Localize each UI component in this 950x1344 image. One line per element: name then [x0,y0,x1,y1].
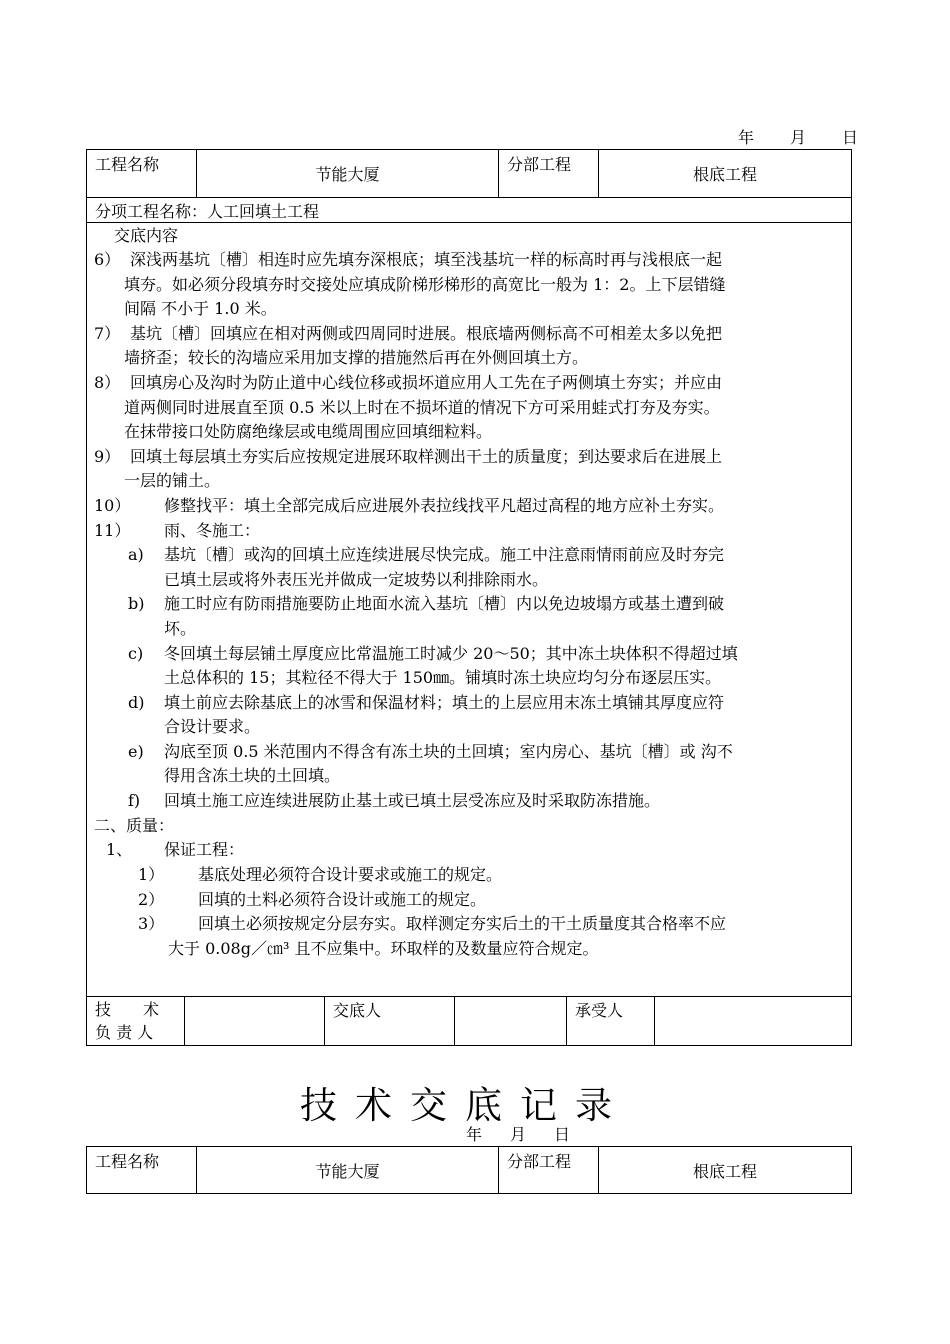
content-item-text: 回填土每层填土夯实后应按规定进展环取样测出干土的质量度；到达要求后在进展上 [130,446,723,466]
sub-item [86,592,851,641]
page-title: 技术交底记录 [300,1084,630,1127]
sub-item-text: 基坑〔槽〕或沟的回填土应连续进展尽快完成。施工中注意雨情雨前应及时夯完 [164,545,725,565]
sub-item-text: 土总体积的 15；其粒径不得大于 150㎜。铺填时冻土块应均匀分布逐层压实。 [164,668,722,688]
content-item-number: 9） [94,446,121,466]
tech-lead-label [87,997,185,1046]
sub-item-number: a) [128,545,144,565]
quality-item-text: 回填土必须按规定分层夯实。取样测定夯实后土的干土质量度其合格率不应 [198,914,727,934]
content-item-text: 墙挤歪；较长的沟墙应采用加支撑的措施然后再在外侧回填土方。 [124,348,589,368]
sub-item-text: 合设计要求。 [164,717,261,737]
content-item [86,248,851,322]
subproject-name: 分项工程名称：人工回填土工程 [87,198,852,223]
quality-item-text: 大于 0.08g／㎝³ 且不应集中。环取样的及数量应符合规定。 [168,939,599,959]
content-item [86,494,851,519]
sub-item-text: 得用含冻土块的土回填。 [164,766,341,786]
content-item [86,322,851,371]
tech-lead-value [185,997,325,1046]
division-value: 根底工程 [599,150,852,198]
sub-item [86,691,851,740]
division-label: 分部工程 [499,1147,599,1194]
receiver-value [655,997,852,1046]
guarantee-number: 1、 [106,840,133,860]
month-label: 月 [790,128,807,147]
month-label: 月 [510,1125,527,1144]
content-item-number: 11） [94,520,131,540]
content-item-number: 6） [94,250,121,269]
receiver-label: 承受人 [567,997,655,1046]
quality-item [86,863,851,888]
year-label: 年 [738,128,755,147]
content-item-number: 8） [94,372,121,392]
project-name-value: 节能大厦 [197,150,499,198]
content-item-text: 道两侧同时进展直至顶 0.5 米以上时在不损坏道的情况下方可采用蛙式打夯及夯实。 [124,397,720,417]
sub-item-text: 已填土层或将外表压光并做成一定坡势以利排除雨水。 [164,569,549,589]
quality-item-number: 2） [138,889,165,909]
quality-item [86,912,851,961]
sub-items [86,543,851,814]
content-item-number: 7） [94,323,121,343]
sub-item-number: f) [128,791,141,811]
sub-item [86,543,851,592]
content-heading: 交底内容 [114,226,179,245]
quality-item-number: 3） [138,914,165,934]
content-item-text: 基坑〔槽〕回填应在相对两侧或四周同时进展。根底墙两侧标高不可相差太多以免把 [130,323,723,343]
signature-table [86,996,852,1046]
content-item-text: 间隔 不小于 1.0 米。 [124,299,277,319]
content-item-text: 回填房心及沟时为防止道中心线位移或损坏道应用人工先在子两侧填土夯实；并应由 [130,372,723,392]
sub-item-text: 填土前应去除基底上的冰雪和保温材料；填土的上层应用末冻土填铺其厚度应符 [164,692,725,712]
content-item [86,519,851,544]
content-item-text: 修整找平：填土全部完成后应进展外表拉线找平凡超过高程的地方应补土夯实。 [164,495,725,515]
quality-item-text: 回填的土料必须符合设计或施工的规定。 [198,889,487,909]
quality-item [86,888,851,913]
quality-items [86,863,851,961]
sub-item-text: 回填土施工应连续进展防止基土或已填土层受冻应及时采取防冻措施。 [164,791,661,811]
project-name-value: 节能大厦 [197,1147,499,1194]
handover-label: 交底人 [325,997,455,1046]
sub-item [86,740,851,789]
quality-item-text: 基底处理必须符合设计要求或施工的规定。 [198,865,503,885]
tech-lead-label-line1: 技 术 [95,1000,160,1019]
sub-item-text: 施工时应有防雨措施要防止地面水流入基坑〔槽〕内以免边坡塌方或基土遭到破 [164,594,725,614]
sub-item-text: 坏。 [164,618,197,638]
tech-lead-label-line2: 负 责 人 [95,1023,154,1042]
sub-item-number: b) [128,594,145,614]
sub-item [86,789,851,814]
content-item [86,445,851,494]
sub-item-text: 沟底至顶 0.5 米范围内不得含有冻土块的土回填；室内房心、基坑〔槽〕或 沟不 [164,741,733,761]
quality-heading: 二、质量： [94,815,175,835]
sub-item [86,642,851,691]
content-item-text: 深浅两基坑〔槽〕相连时应先填夯深根底；填至浅基坑一样的标高时再与浅根底一起 [130,250,723,269]
guarantee-label: 保证工程： [164,840,245,860]
date-line-mid [466,1122,570,1145]
content-item-text: 在抹带接口处防腐绝缘层或电缆周围应回填细粒料。 [124,422,493,442]
content-item-text: 雨、冬施工： [164,520,261,540]
year-label: 年 [466,1125,483,1144]
division-label: 分部工程 [499,150,599,198]
guarantee-line [86,838,851,863]
project-name-label: 工程名称 [87,150,197,198]
date-line-top [738,125,858,148]
sub-item-number: e) [128,741,144,761]
sub-item-number: d) [128,692,145,712]
handover-value [455,997,567,1046]
content-item-number: 10） [94,495,131,515]
sub-item-number: c) [128,643,144,663]
division-value: 根底工程 [599,1147,852,1194]
project-name-label: 工程名称 [87,1147,197,1194]
quality-item-number: 1） [138,865,165,885]
sub-item-text: 冬回填土每层铺土厚度应比常温施工时减少 20～50；其中冻土块体积不得超过填 [164,643,738,663]
content-body [86,224,851,962]
header-table-2 [86,1146,852,1194]
content-item-text: 填夯。如必须分段填夯时交接处应填成阶梯形梯形的高宽比一般为 1：2。上下层错缝 [124,274,726,294]
day-label: 日 [842,128,859,147]
main-items [86,248,851,543]
content-item [86,371,851,445]
content-item-text: 一层的铺土。 [124,471,221,491]
day-label: 日 [554,1125,571,1144]
